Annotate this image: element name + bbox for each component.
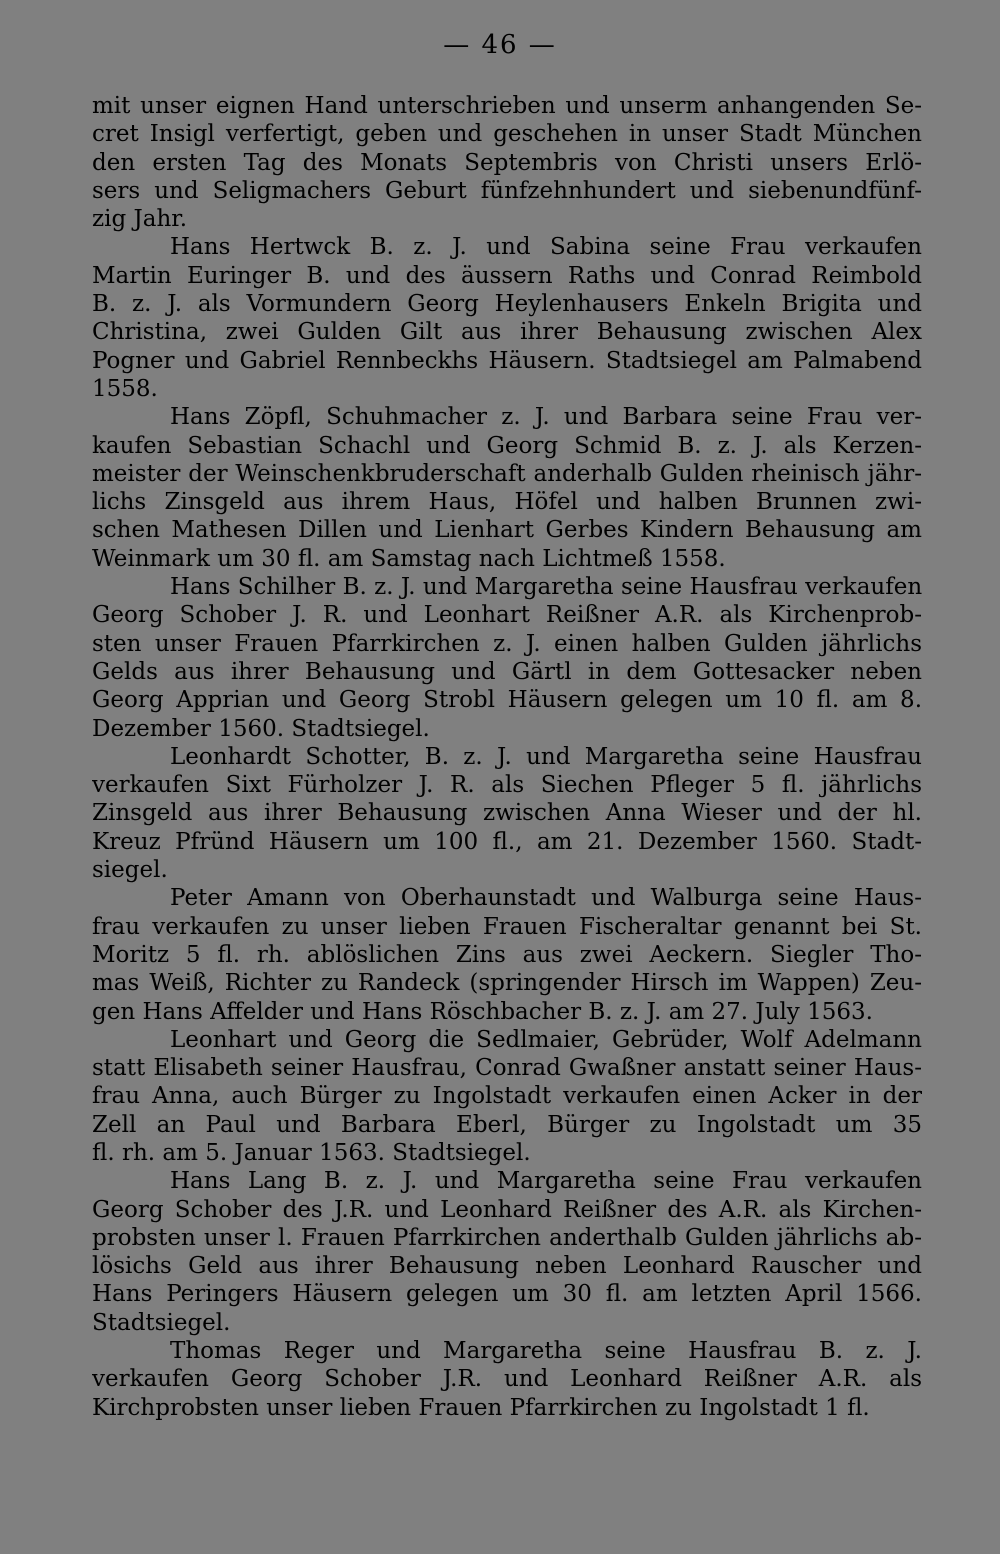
text-line: Georg Schober des J.R. und Leonhard Reißner des A.R. als Kirchen- [92, 1196, 922, 1223]
text-line: Georg Apprian und Georg Strobl Häusern gelegen um 10 fl. am 8. [92, 687, 922, 714]
text-line: Georg Schober J. R. und Leonhart Reißner A.R. als Kirchenprob- [92, 602, 922, 629]
text-line: Hans Hertwck B. z. J. und Sabina seine Frau verkaufen [170, 234, 922, 261]
text-line: mit unser eignen Hand unterschrieben und unserm anhangenden Se- [92, 93, 922, 119]
text-line: Hans Zöpfl, Schuhmacher z. J. und Barbara seine Frau ver- [170, 404, 922, 431]
text-line: B. z. J. als Vormundern Georg Heylenhausers Enkeln Brigita und [92, 291, 922, 318]
text-line: den ersten Tag des Monats Septembris von Christi unsers Erlö- [92, 149, 922, 176]
paragraph [92, 92, 922, 233]
text-line: Pogner und Gabriel Rennbeckhs Häusern. Stadtsiegel am Palmabend [92, 347, 922, 374]
text-line: Hans Peringers Häusern gelegen um 30 fl. am letzten April 1566. [92, 1281, 922, 1308]
text-line: mas Weiß, Richter zu Randeck (springender Hirsch im Wappen) Zeu- [92, 970, 922, 997]
paragraph [92, 403, 922, 573]
text-line: Weinmark um 30 fl. am Samstag nach Lichtmeß 1558. [92, 545, 726, 572]
text-line: Stadtsiegel. [92, 1309, 231, 1336]
text-line: Kirchprobsten unser lieben Frauen Pfarrkirchen zu Ingolstadt 1 fl. [92, 1394, 870, 1421]
text-line: Thomas Reger und Margaretha seine Hausfrau B. z. J. [170, 1338, 922, 1365]
text-line: kaufen Sebastian Schachl und Georg Schmid B. z. J. als Kerzen- [92, 432, 922, 459]
text-line: Kreuz Pfründ Häusern um 100 fl., am 21. Dezember 1560. Stadt- [92, 828, 922, 855]
text-line: meister der Weinschenkbruderschaft anderhalb Gulden rheinisch jähr- [92, 460, 922, 487]
text-line: verkaufen Georg Schober J.R. und Leonhard Reißner A.R. als [92, 1366, 922, 1393]
paragraph [92, 1167, 922, 1337]
text-line: gen Hans Affelder und Hans Röschbacher B. z. J. am 27. July 1563. [92, 998, 873, 1025]
text-line: Hans Schilher B. z. J. und Margaretha seine Hausfrau verkaufen [170, 574, 922, 601]
text-line: verkaufen Sixt Fürholzer J. R. als Siechen Pfleger 5 fl. jährlichs [92, 772, 922, 799]
page-number: — 46 — [443, 30, 557, 60]
text-line: siegel. [92, 857, 168, 884]
text-line: Gelds aus ihrer Behausung und Gärtl in dem Gottesacker neben [92, 658, 922, 685]
text-line: fl. rh. am 5. Januar 1563. Stadtsiegel. [92, 1139, 531, 1166]
text-line: cret Insigl verfertigt, geben und geschehen in unser Stadt München [92, 121, 922, 148]
paragraph [92, 1337, 922, 1422]
text-line: Leonhardt Schotter, B. z. J. und Margaretha seine Hausfrau [170, 743, 922, 770]
text-line: Leonhart und Georg die Sedlmaier, Gebrüder, Wolf Adelmann [170, 1026, 922, 1053]
text-line: frau Anna, auch Bürger zu Ingolstadt verkaufen einen Acker in der [92, 1083, 922, 1110]
paragraph [92, 884, 922, 1025]
text-line: sten unser Frauen Pfarrkirchen z. J. einen halben Gulden jährlichs [92, 630, 922, 657]
text-line: probsten unser l. Frauen Pfarrkirchen anderthalb Gulden jährlichs ab- [92, 1224, 922, 1251]
paragraph [92, 1026, 922, 1167]
paragraph [92, 743, 922, 884]
body-text [92, 92, 922, 1422]
text-line: schen Mathesen Dillen und Lienhart Gerbes Kindern Behausung am [92, 517, 922, 544]
text-line: sers und Seligmachers Geburt fünfzehnhundert und siebenundfünf- [92, 177, 922, 204]
text-line: Zell an Paul und Barbara Eberl, Bürger zu Ingolstadt um 35 [92, 1111, 922, 1138]
text-line: Martin Euringer B. und des äussern Raths und Conrad Reimbold [92, 262, 922, 289]
text-line: Peter Amann von Oberhaunstadt und Walburga seine Haus- [170, 885, 922, 912]
paragraph [92, 573, 922, 743]
text-line: statt Elisabeth seiner Hausfrau, Conrad Gwaßner anstatt seiner Haus- [92, 1055, 922, 1082]
text-line: Hans Lang B. z. J. und Margaretha seine Frau verkaufen [170, 1168, 922, 1195]
text-line: zig Jahr. [92, 206, 188, 233]
text-line: Christina, zwei Gulden Gilt aus ihrer Behausung zwischen Alex [92, 319, 922, 346]
paragraph [92, 233, 922, 403]
text-line: Zinsgeld aus ihrer Behausung zwischen Anna Wieser und der hl. [92, 800, 922, 827]
text-line: 1558. [92, 375, 158, 402]
text-line: Dezember 1560. Stadtsiegel. [92, 715, 430, 742]
text-line: frau verkaufen zu unser lieben Frauen Fischeraltar genannt bei St. [92, 913, 922, 940]
text-line: Moritz 5 fl. rh. ablöslichen Zins aus zwei Aeckern. Siegler Tho- [92, 941, 922, 968]
text-line: lichs Zinsgeld aus ihrem Haus, Höfel und halben Brunnen zwi- [92, 489, 922, 516]
text-line: lösichs Geld aus ihrer Behausung neben Leonhard Rauscher und [92, 1253, 922, 1280]
